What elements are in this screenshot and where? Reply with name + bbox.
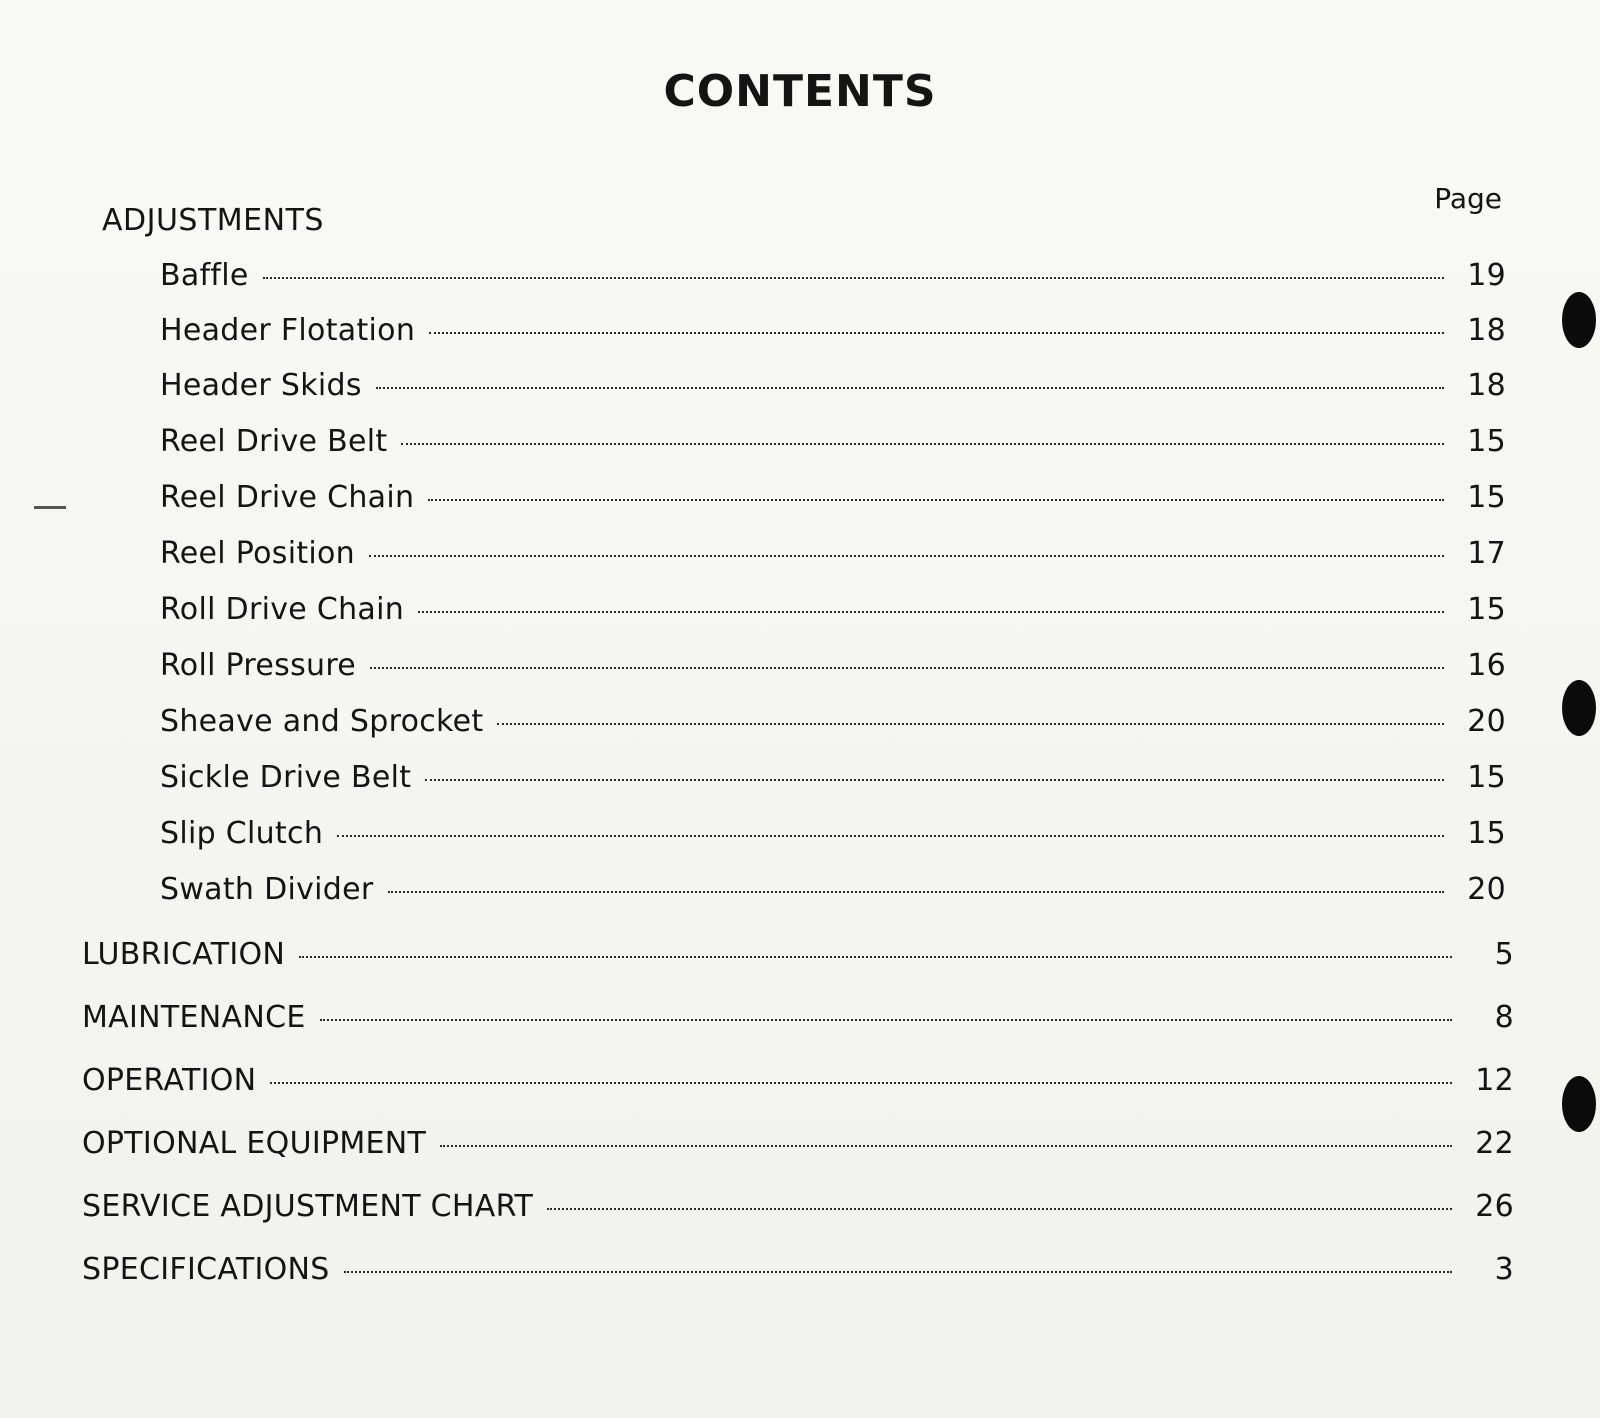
toc-entry[interactable] [82, 937, 1514, 981]
toc-entry-label: LUBRICATION [82, 937, 286, 972]
toc-entry-label: Header Flotation [160, 313, 416, 348]
toc-entry-label: SPECIFICATIONS [82, 1252, 330, 1287]
toc-entry-page: 19 [1467, 258, 1506, 293]
dot-leader [270, 1082, 1452, 1084]
dot-leader [344, 1271, 1452, 1273]
toc-entry-label: Sickle Drive Belt [160, 760, 412, 795]
toc-entry-page: 16 [1467, 648, 1506, 683]
toc-entry-label: Header Skids [160, 368, 362, 403]
dot-leader [299, 956, 1452, 958]
dot-leader [429, 332, 1444, 334]
toc-entry-page: 15 [1467, 816, 1506, 851]
toc-entry-page: 20 [1467, 872, 1506, 907]
dot-leader [320, 1019, 1452, 1021]
toc-entry-page: 18 [1467, 313, 1506, 348]
section-heading-adjustments: ADJUSTMENTS [102, 203, 324, 238]
toc-entry-page: 15 [1467, 592, 1506, 627]
binder-hole-bottom [1562, 1076, 1596, 1132]
toc-entry[interactable] [82, 1189, 1514, 1233]
dot-leader [547, 1208, 1452, 1210]
dot-leader [369, 555, 1444, 557]
toc-entry[interactable] [160, 760, 1506, 804]
dot-leader [401, 443, 1444, 445]
toc-entry[interactable] [82, 1063, 1514, 1107]
toc-entry[interactable] [160, 313, 1506, 357]
page-column-header: Page [1434, 182, 1502, 215]
toc-entry[interactable] [82, 1252, 1514, 1296]
toc-entry[interactable] [160, 480, 1506, 524]
dot-leader [376, 387, 1444, 389]
toc-entry[interactable] [160, 592, 1506, 636]
toc-entry[interactable] [160, 258, 1506, 302]
toc-entry-page: 26 [1475, 1189, 1514, 1224]
dot-leader [388, 891, 1444, 893]
toc-entry-label: Reel Position [160, 536, 355, 571]
toc-entry-label: Roll Drive Chain [160, 592, 405, 627]
toc-entry-label: Reel Drive Chain [160, 480, 415, 515]
toc-entry-page: 15 [1467, 480, 1506, 515]
toc-entry-page: 18 [1467, 368, 1506, 403]
toc-entry-page: 3 [1494, 1252, 1514, 1287]
margin-mark [34, 506, 66, 509]
toc-entry[interactable] [160, 368, 1506, 412]
toc-entry-label: OPERATION [82, 1063, 257, 1098]
toc-entry-label: Reel Drive Belt [160, 424, 388, 459]
toc-entry-page: 17 [1467, 536, 1506, 571]
toc-entry-page: 15 [1467, 424, 1506, 459]
toc-entry-label: MAINTENANCE [82, 1000, 306, 1035]
dot-leader [440, 1145, 1452, 1147]
toc-entry-label: Swath Divider [160, 872, 374, 907]
dot-leader [263, 277, 1444, 279]
dot-leader [497, 723, 1444, 725]
toc-entry-page: 22 [1475, 1126, 1514, 1161]
toc-entry[interactable] [160, 536, 1506, 580]
binder-hole-middle [1562, 680, 1596, 736]
dot-leader [425, 779, 1444, 781]
toc-entry[interactable] [82, 1126, 1514, 1170]
toc-entry-label: SERVICE ADJUSTMENT CHART [82, 1189, 534, 1224]
toc-entry-label: Slip Clutch [160, 816, 324, 851]
binder-hole-top [1562, 292, 1596, 348]
toc-entry-page: 15 [1467, 760, 1506, 795]
toc-entry-page: 8 [1494, 1000, 1514, 1035]
toc-entry[interactable] [160, 424, 1506, 468]
toc-entry-label: Roll Pressure [160, 648, 357, 683]
toc-entry[interactable] [82, 1000, 1514, 1044]
page-title: CONTENTS [663, 66, 937, 117]
toc-entry-label: Sheave and Sprocket [160, 704, 484, 739]
toc-entry[interactable] [160, 872, 1506, 916]
toc-entry-page: 20 [1467, 704, 1506, 739]
dot-leader [428, 499, 1444, 501]
toc-entry[interactable] [160, 816, 1506, 860]
dot-leader [337, 835, 1444, 837]
toc-entry-label: OPTIONAL EQUIPMENT [82, 1126, 427, 1161]
toc-entry-page: 12 [1475, 1063, 1514, 1098]
toc-entry[interactable] [160, 704, 1506, 748]
dot-leader [370, 667, 1444, 669]
toc-entry-label: Baffle [160, 258, 249, 293]
toc-entry-page: 5 [1494, 937, 1514, 972]
toc-entry[interactable] [160, 648, 1506, 692]
dot-leader [418, 611, 1444, 613]
